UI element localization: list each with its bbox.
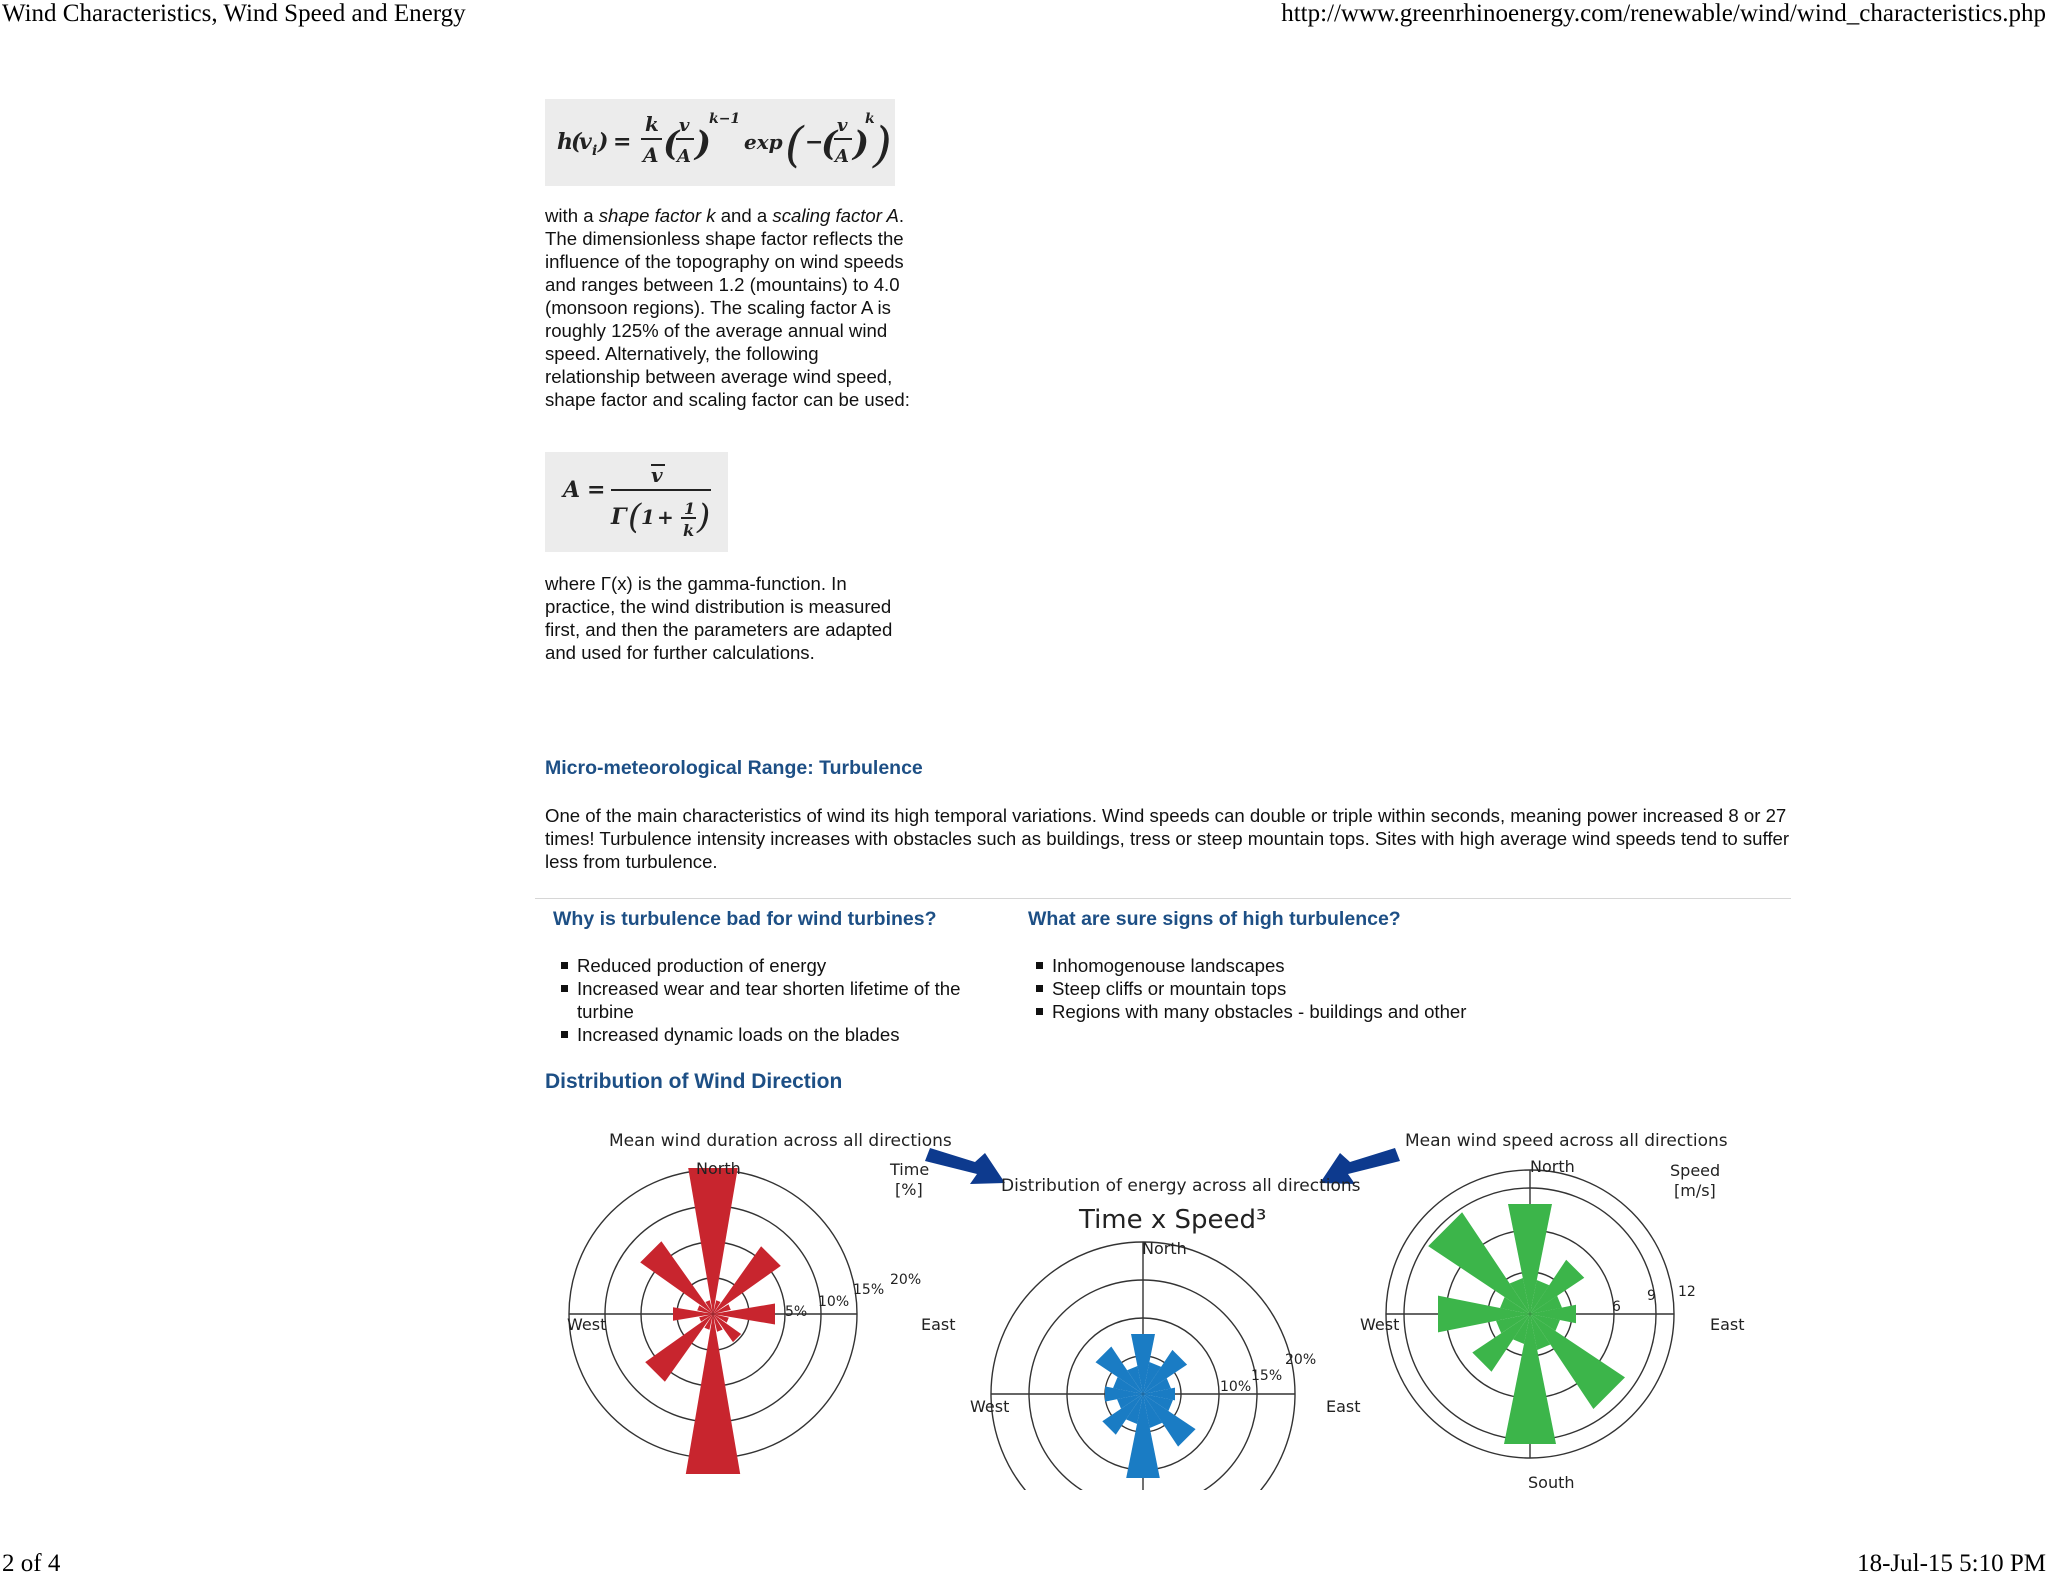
arrow-icon — [925, 1148, 1005, 1184]
svg-text:(: ( — [785, 117, 804, 173]
svg-text:): ) — [695, 124, 712, 164]
svg-text:exp: exp — [744, 130, 783, 154]
svg-text:Γ: Γ — [611, 504, 627, 530]
energy-rose — [970, 1176, 1361, 1490]
duration-rose — [567, 1131, 956, 1474]
tick-label: 5% — [785, 1304, 808, 1320]
tick-label: 20% — [890, 1272, 922, 1288]
scaling-factor-term: scaling factor A — [772, 205, 899, 226]
speed-rose-petals — [1428, 1204, 1625, 1444]
turbulence-heading: Micro-meteorological Range: Turbulence — [545, 757, 923, 779]
west-label: West — [1360, 1315, 1400, 1334]
speed-unit-label: Speed — [1670, 1161, 1721, 1180]
svg-text:1: 1 — [641, 505, 655, 529]
svg-text:k: k — [865, 111, 875, 127]
list-item: Steep cliffs or mountain tops — [1028, 977, 1728, 1000]
why-turbulence-bad-list — [553, 954, 1013, 1046]
time-unit-label: Time — [890, 1160, 930, 1179]
svg-text:v: v — [679, 115, 690, 136]
svg-text:A: A — [677, 146, 691, 167]
north-label: North — [1530, 1157, 1575, 1176]
tick-label: 10% — [1220, 1379, 1252, 1395]
svg-text:v: v — [579, 129, 592, 155]
turbulence-signs-list — [1028, 954, 1728, 1023]
list-item: Inhomogenouse landscapes — [1028, 954, 1728, 977]
print-page-url: http://www.greenrhinoenergy.com/renewable/wind/wind_characteristics.php — [1281, 0, 2046, 27]
weibull-text-2: and a — [715, 205, 773, 226]
north-label: North — [696, 1159, 741, 1178]
energy-rose-petals — [1096, 1334, 1196, 1478]
svg-text:(: ( — [663, 124, 680, 164]
svg-text:): ) — [873, 117, 892, 173]
svg-text:k: k — [683, 521, 695, 540]
svg-text:1: 1 — [684, 499, 696, 518]
tick-label: 9 — [1647, 1288, 1656, 1304]
speed-rose — [1360, 1131, 1745, 1490]
svg-text:v: v — [837, 115, 848, 136]
list-item: Reduced production of energy — [553, 954, 1013, 977]
turbulence-signs-box — [1028, 906, 1728, 1023]
gamma-explanation: where Γ(x) is the gamma-function. In practice, the wind distribution is measured first, and then the parameters are adapted and used for further calculations. — [545, 573, 893, 663]
east-label: East — [1326, 1397, 1361, 1416]
print-timestamp: 18-Jul-15 5:10 PM — [1857, 1550, 2046, 1577]
svg-text:k−1: k−1 — [709, 111, 741, 127]
svg-text:−: − — [805, 129, 824, 155]
why-turbulence-bad-heading: Why is turbulence bad for wind turbines? — [553, 908, 937, 930]
wind-direction-heading: Distribution of Wind Direction — [545, 1070, 843, 1093]
weibull-text-1: with a — [545, 205, 599, 226]
svg-text:A: A — [563, 477, 581, 503]
svg-text:h: h — [557, 129, 573, 155]
shape-factor-term: shape factor k — [598, 205, 716, 226]
turbulence-signs-heading: What are sure signs of high turbulence? — [1028, 908, 1401, 930]
tick-label: 10% — [818, 1294, 850, 1310]
time-unit-label-2: [%] — [895, 1180, 923, 1199]
svg-text:+: + — [657, 505, 674, 529]
svg-text:(: ( — [821, 124, 838, 164]
page-number: 2 of 4 — [2, 1550, 61, 1577]
south-label: South — [1528, 1473, 1575, 1490]
svg-text:=: = — [613, 129, 632, 155]
svg-text:=: = — [587, 477, 606, 503]
svg-text:): ) — [598, 129, 609, 155]
east-label: East — [1710, 1315, 1745, 1334]
weibull-formula — [545, 99, 895, 186]
tick-label: 15% — [853, 1282, 885, 1298]
duration-rose-title: Mean wind duration across all directions — [609, 1131, 952, 1151]
svg-text:A: A — [643, 143, 659, 167]
list-item: Increased dynamic loads on the blades — [553, 1023, 1013, 1046]
west-label: West — [567, 1315, 607, 1334]
print-footer — [0, 1550, 2048, 1582]
svg-text:): ) — [697, 497, 711, 537]
duration-rose-petals — [640, 1168, 781, 1474]
turbulence-paragraph: One of the main characteristics of wind its high temporal variations. Wind speeds can double or triple within seconds, meaning power increased 8 or 27 times! Turbulence intensity increases with obstacles such as buildings, tress or steep mountain tops. Sites with high average wind speeds tend to suffer less from turbulence. — [545, 805, 1790, 872]
speed-unit-label-2: [m/s] — [1674, 1181, 1716, 1200]
svg-text:A: A — [835, 146, 849, 167]
svg-text:k: k — [645, 112, 659, 136]
west-label: West — [970, 1397, 1010, 1416]
weibull-text-3: . The dimensionless shape factor reflects the influence of the topography on wind speeds and ranges between 1.2 (mountains) to 4.0 (monsoon regions). The scaling factor A is roughly 125% of the average annual wind speed. Alternatively, the following relationship between average wind speed, shape factor and scaling factor can be used: — [545, 205, 910, 410]
section-divider — [535, 898, 1791, 899]
svg-text:v: v — [651, 463, 663, 487]
weibull-explanation — [545, 204, 917, 411]
tick-label: 15% — [1251, 1368, 1283, 1384]
print-header — [0, 0, 2048, 34]
energy-rose-title: Distribution of energy across all directions — [1001, 1176, 1361, 1196]
tick-label: 12 — [1678, 1284, 1696, 1300]
print-page-title: Wind Characteristics, Wind Speed and Energy — [2, 0, 466, 27]
svg-text:): ) — [853, 124, 870, 164]
list-item: Regions with many obstacles - buildings and other — [1028, 1000, 1728, 1023]
why-turbulence-bad-box — [553, 906, 1013, 1046]
tick-label: 6 — [1612, 1299, 1621, 1315]
svg-text:(: ( — [628, 497, 642, 537]
energy-rose-subtitle: Time x Speed³ — [1079, 1205, 1267, 1235]
tick-label: 20% — [1285, 1352, 1317, 1368]
north-label: North — [1142, 1239, 1187, 1258]
svg-text:(: ( — [571, 129, 582, 155]
scaling-factor-formula — [545, 452, 728, 552]
east-label: East — [921, 1315, 956, 1334]
list-item: Increased wear and tear shorten lifetime of the turbine — [553, 977, 1013, 1023]
svg-text:i: i — [592, 143, 598, 159]
speed-rose-title: Mean wind speed across all directions — [1405, 1131, 1728, 1151]
wind-rose-figure — [545, 1118, 1795, 1490]
